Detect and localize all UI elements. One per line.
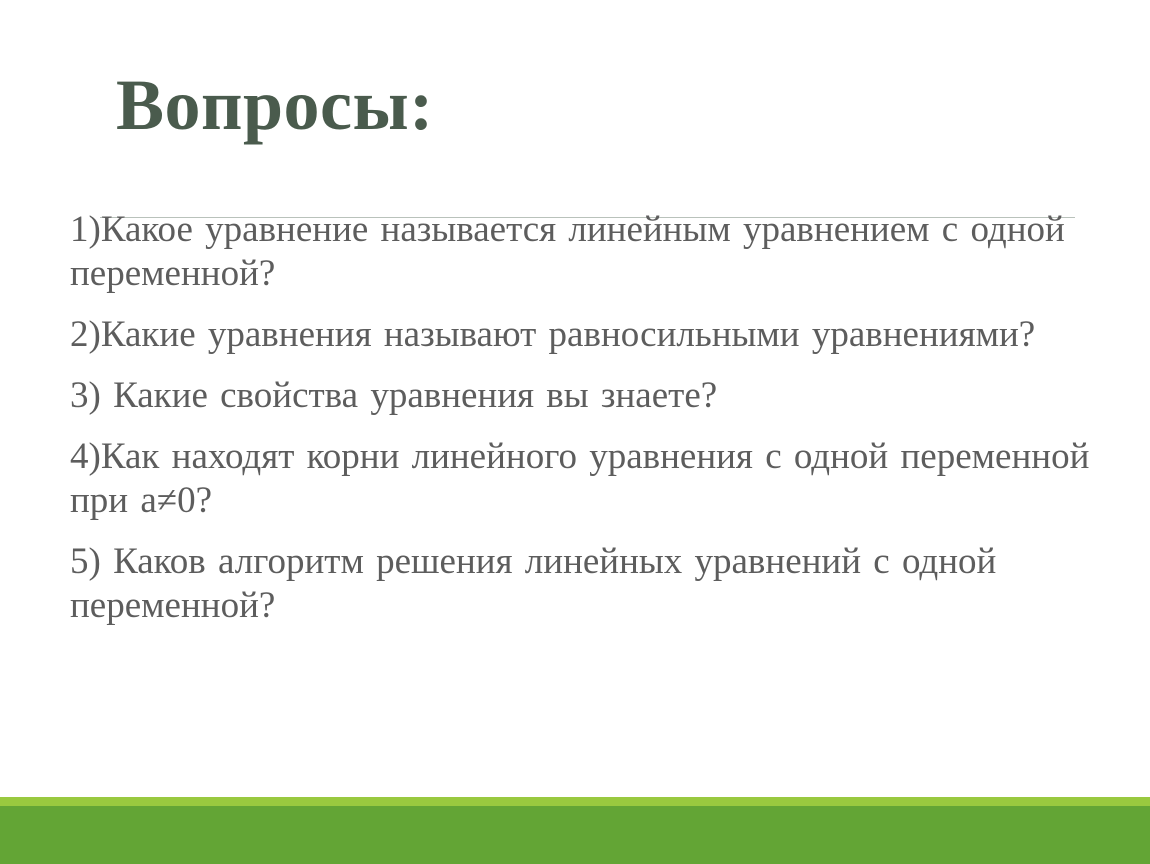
question-item-4: 4)Как находят корни линейного уравнения с одной переменной при а≠0? bbox=[70, 436, 1090, 521]
question-item-3: 3) Какие свойства уравнения вы знаете? bbox=[70, 375, 718, 416]
slide-title: Вопросы: bbox=[116, 65, 434, 145]
question-item-1: 1)Какое уравнение называется линейным уравнением с одной переменной? bbox=[70, 209, 1065, 294]
footer-accent-stripe bbox=[0, 797, 1150, 806]
footer-band bbox=[0, 806, 1150, 864]
question-list bbox=[70, 208, 1090, 645]
question-item-2: 2)Какие уравнения называют равносильными уравнениями? bbox=[70, 314, 1036, 355]
question-item-5: 5) Каков алгоритм решения линейных уравнений с одной переменной? bbox=[70, 541, 997, 626]
